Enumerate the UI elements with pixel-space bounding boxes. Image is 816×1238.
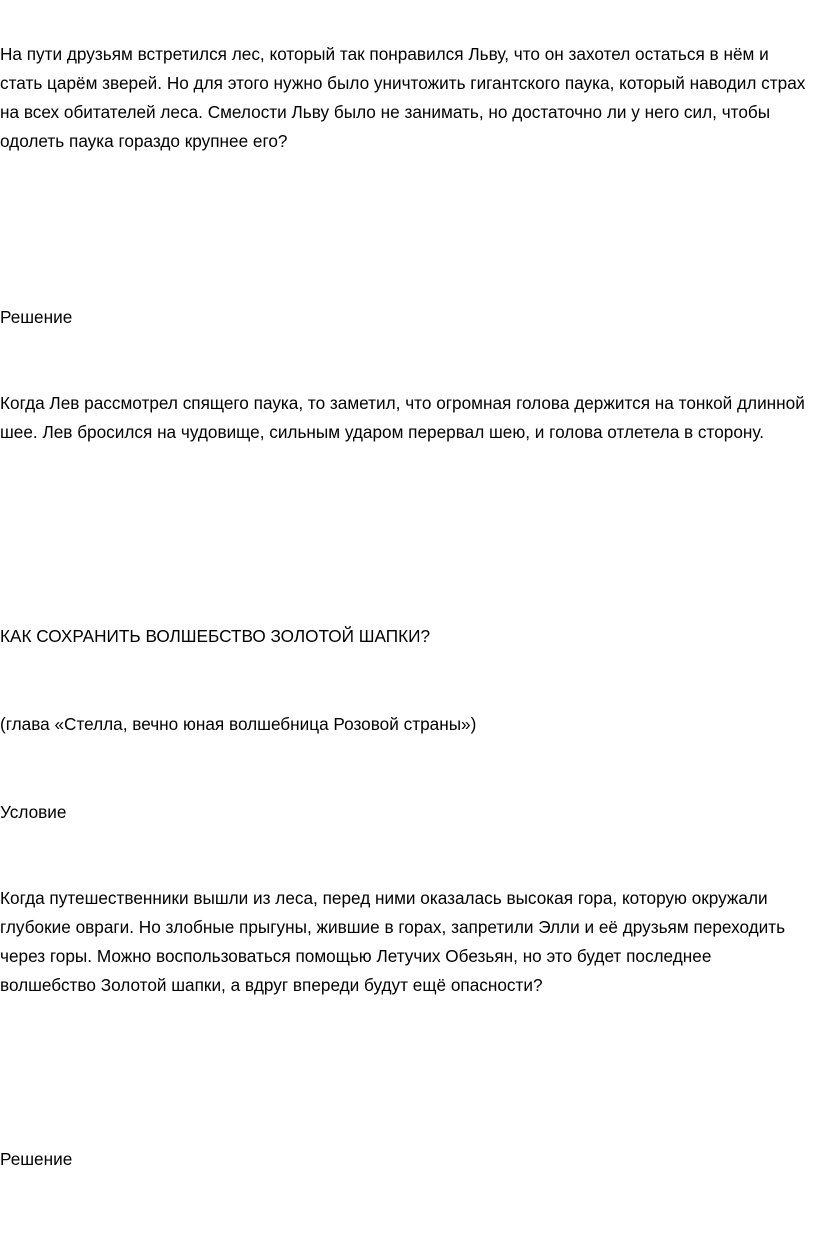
solution-heading-2: Решение [0,1149,73,1169]
condition-paragraph-golden-cap: Когда путешественники вышли из леса, перед ними оказалась высокая гора, которую окружали глубокие овраги. Но злобные прыгуны, жившие в горах, запретили Элли и её друзьям переходить через горы. Можно воспользоваться помощью Летучих Обезьян, но это будет последнее волшебство Золотой шапки, а вдруг впереди будут ещё опасности? [0,888,786,995]
solution-paragraph-spider: Когда Лев рассмотрел спящего паука, то заметил, что огромная голова держится на тонкой длинной шее. Лев бросился на чудовище, сильным ударом перервал шею, и голова отлетела в сторону. [0,393,805,442]
story-paragraph-spider: На пути друзьям встретился лес, который так понравился Льву, что он захотел остаться в нём и стать царём зверей. Но для этого нужно было уничтожить гигантского паука, который наводил страх на всех обитателей леса. Смелости Льву было не занимать, но достаточно ли у него сил, чтобы одолеть паука гораздо крупнее его? [0,44,806,151]
condition-heading: Условие [0,802,67,822]
solution-heading: Решение [0,307,73,327]
section-title: КАК СОХРАНИТЬ ВОЛШЕБСТВО ЗОЛОТОЙ ШАПКИ? [0,626,431,646]
chapter-reference: (глава «Стелла, вечно юная волшебница Розовой страны») [0,714,477,734]
